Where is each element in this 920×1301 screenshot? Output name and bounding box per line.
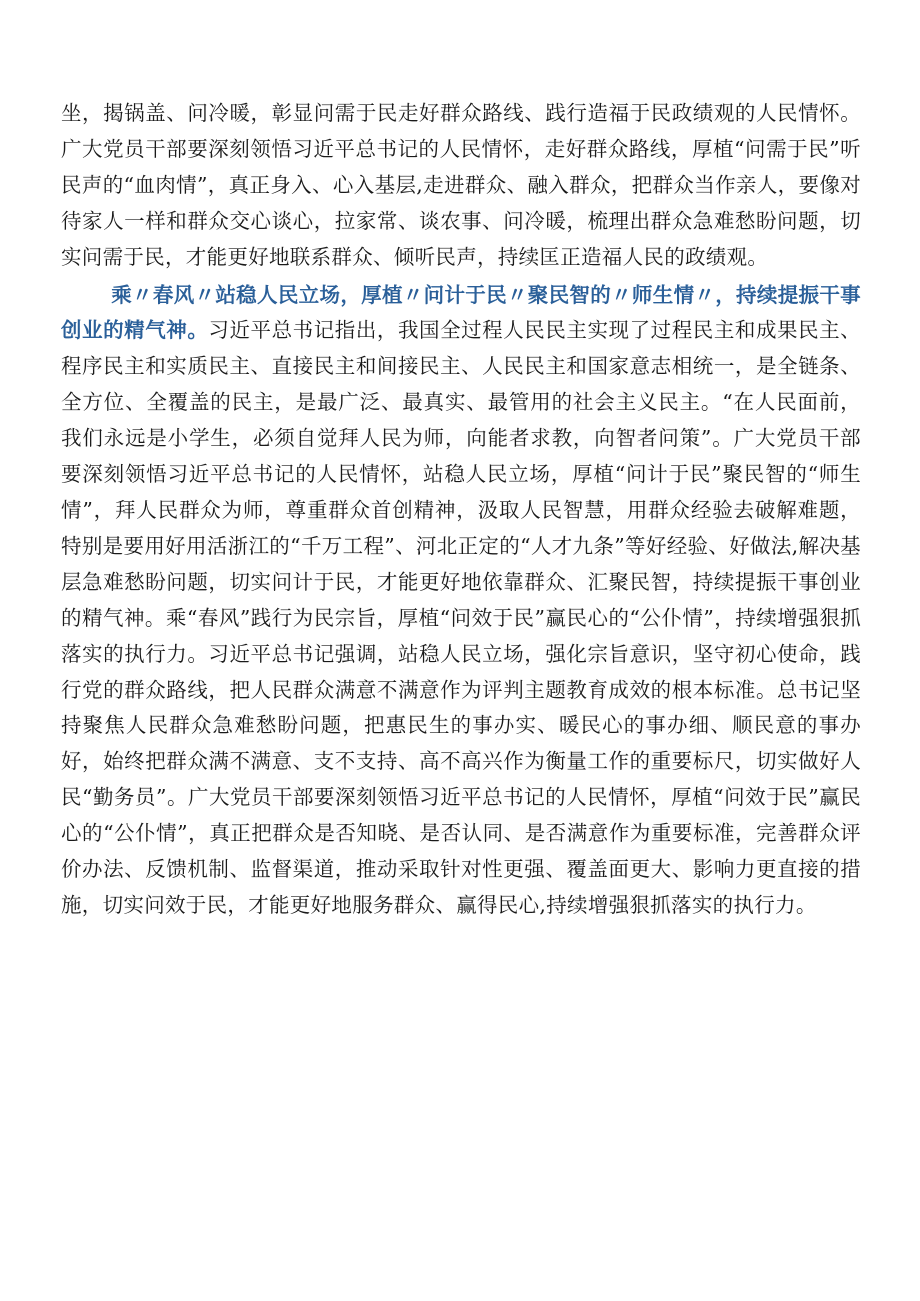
section-heading: 乘〃春风〃站稳人民立场，厚植〃问计于民〃聚民智的〃师生情〃，持续提振干事创业的精气神。 <box>61 282 861 343</box>
paragraph-1 <box>61 96 861 276</box>
paragraph-2 <box>61 278 861 924</box>
paragraph-2-text: 习近平总书记指出，我国全过程人民民主实现了过程民主和成果民主、程序民主和实质民主、直接民主和间接民主、人民民主和国家意志相统一，是全链条、全方位、全覆盖的民主，是最广泛、最真实、最管用的社会主义民主。“在人民面前，我们永远是小学生，必须自觉拜人民为师，向能者求教，向智者问策”。广大党员干部要深刻领悟习近平总书记的人民情怀，站稳人民立场，厚植“问计于民”聚民智的“师生情”，拜人民群众为师，尊重群众首创精神，汲取人民智慧，用群众经验去破解难题，特别是要用好用活浙江的“千万工程”、河北正定的“人才九条”等好经验、好做法,解决基层急难愁盼问题，切实问计于民，才能更好地依靠群众、汇聚民智，持续提振干事创业的精气神。乘“春风”践行为民宗旨，厚植“问效于民”赢民心的“公仆情”，持续增强狠抓落实的执行力。习近平总书记强调，站稳人民立场，强化宗旨意识，坚守初心使命，践行党的群众路线，把人民群众满意不满意作为评判主题教育成效的根本标准。总书记坚持聚焦人民群众急难愁盼问题，把惠民生的事办实、暖民心的事办细、顺民意的事办好，始终把群众满不满意、支不支持、高不高兴作为衡量工作的重要标尺，切实做好人民“勤务员”。广大党员干部要深刻领悟习近平总书记的人民情怀，厚植“问效于民”赢民心的“公仆情”，真正把群众是否知晓、是否认同、是否满意作为重要标准，完善群众评价办法、反馈机制、监督渠道，推动采取针对性更强、覆盖面更大、影响力更直接的措施，切实问效于民，才能更好地服务群众、赢得民心,持续增强狠抓落实的执行力。 <box>61 318 861 917</box>
document-page <box>61 96 861 924</box>
paragraph-1-text: 坐，揭锅盖、问冷暖，彰显问需于民走好群众路线、践行造福于民政绩观的人民情怀。广大党员干部要深刻领悟习近平总书记的人民情怀，走好群众路线，厚植“问需于民”听民声的“血肉情”，真正身入、心入基层,走进群众、融入群众，把群众当作亲人，要像对待家人一样和群众交心谈心，拉家常、谈农事、问冷暖，梳理出群众急难愁盼问题，切实问需于民，才能更好地联系群众、倾听民声，持续匡正造福人民的政绩观。 <box>61 101 861 269</box>
